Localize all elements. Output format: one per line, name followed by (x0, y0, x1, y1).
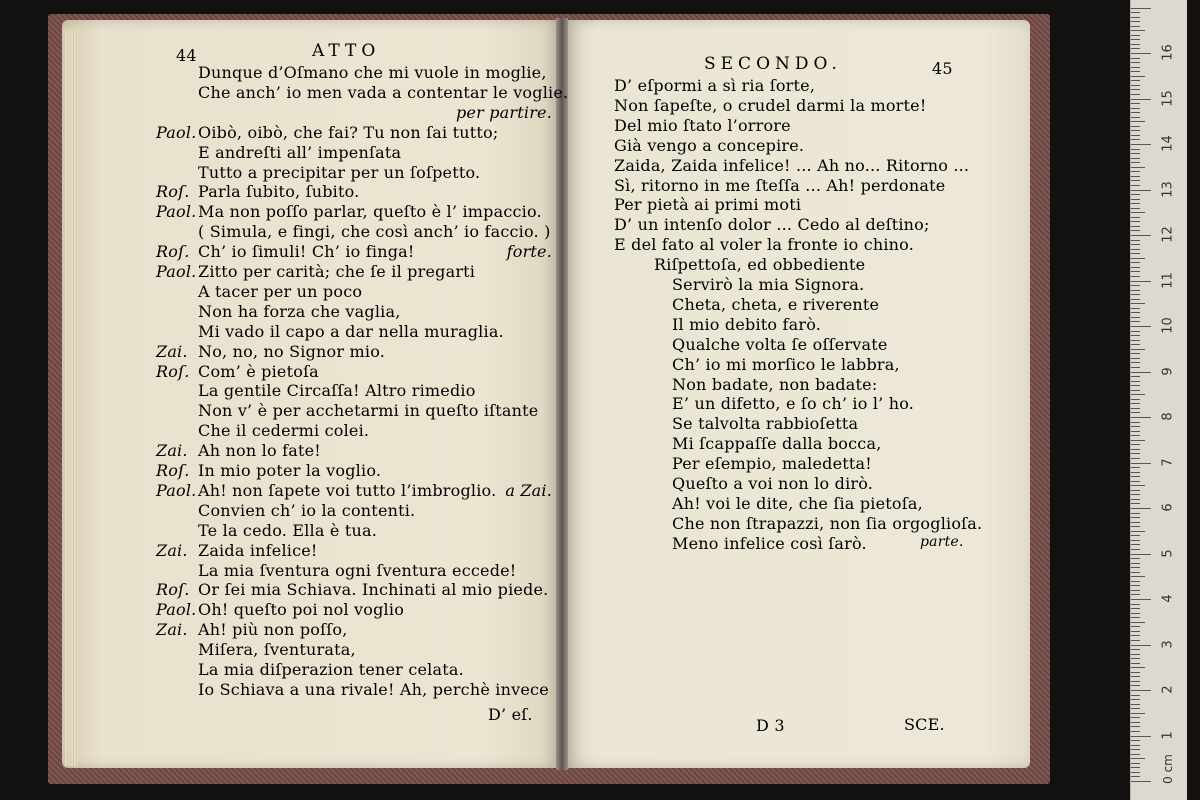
ruler-number: 4 (1160, 594, 1176, 603)
ruler-tick (1131, 344, 1140, 345)
ruler-tick (1131, 303, 1145, 304)
ruler-tick (1131, 503, 1140, 504)
verse-line: Sì, ritorno in me ſteſſa ... Ah! perdonate (614, 175, 946, 195)
ruler-tick (1131, 453, 1140, 454)
ruler-tick (1131, 221, 1140, 222)
ruler-number: 14 (1160, 135, 1176, 152)
ruler-tick (1131, 199, 1140, 200)
ruler-tick (1131, 676, 1140, 677)
ruler-tick (1131, 149, 1140, 150)
ruler-tick (1131, 422, 1140, 423)
verse-line: Com’ è pietoſa (198, 361, 319, 381)
ruler-number: 9 (1160, 366, 1176, 376)
ruler-tick (1131, 290, 1140, 291)
ruler-tick (1131, 449, 1140, 450)
ruler-tick (1131, 8, 1151, 9)
ruler-tick (1131, 180, 1140, 181)
ruler-tick (1131, 349, 1145, 350)
verse-line: Or ſei mia Schiava. Inchinati al mio piede. (198, 580, 549, 600)
ruler-tick (1131, 167, 1145, 168)
ruler-tick (1131, 685, 1140, 686)
verse-line: Ah non lo fate! (198, 441, 321, 461)
ruler-tick (1131, 299, 1140, 300)
verse-line: E andreſti all’ impenſata (198, 142, 402, 162)
measuring-ruler (1130, 0, 1187, 800)
ruler-tick (1131, 58, 1140, 59)
ruler-number: 16 (1160, 44, 1176, 61)
ruler-tick (1131, 367, 1140, 368)
ruler-tick (1131, 331, 1140, 332)
verse-line: Qualche volta ſe oſſervate (672, 334, 888, 354)
ruler-tick (1131, 435, 1140, 436)
ruler-tick (1131, 640, 1140, 641)
ruler-tick (1131, 212, 1145, 213)
ruler-tick (1131, 544, 1140, 545)
ruler-tick (1131, 667, 1145, 668)
verse-line: Oh! queſto poi nol voglio (198, 600, 405, 620)
verse-line: Ah! non ſapete voi tutto l’imbroglio. (198, 480, 497, 500)
ruler-tick (1131, 208, 1140, 209)
ruler-tick (1131, 112, 1140, 113)
ruler-tick (1131, 494, 1140, 495)
ruler-tick (1131, 194, 1140, 195)
ruler-tick (1131, 108, 1140, 109)
ruler-tick (1131, 317, 1140, 318)
ruler-tick (1131, 772, 1140, 773)
ruler-tick (1131, 681, 1140, 682)
ruler-tick (1131, 381, 1140, 382)
ruler-tick (1131, 781, 1151, 782)
verse-line: Per eſempio, maledetta! (672, 454, 872, 474)
verse-line: Ch’ io ſimuli! Ch’ io finga! (198, 242, 415, 262)
ruler-tick (1131, 513, 1140, 514)
ruler-tick (1131, 540, 1140, 541)
ruler-tick (1131, 704, 1140, 705)
ruler-tick (1131, 590, 1140, 591)
verse-line: Mi vado il capo a dar nella muraglia. (198, 321, 504, 341)
ruler-tick (1131, 567, 1140, 568)
verse-line: La gentile Circaſſa! Altro rimedio (198, 381, 476, 401)
ruler-number: 5 (1160, 548, 1176, 558)
signature-mark: D 3 (756, 716, 785, 735)
ruler-tick (1131, 481, 1140, 482)
verse-line: Ah! più non poſſo, (198, 620, 348, 640)
verse-line: E’ un difetto, e ſo ch’ io l’ ho. (672, 394, 915, 414)
ruler-tick (1131, 399, 1140, 400)
ruler-tick (1131, 103, 1140, 104)
ruler-tick (1131, 353, 1140, 354)
ruler-tick (1131, 499, 1140, 500)
ruler-tick (1131, 531, 1145, 532)
ruler-tick (1131, 80, 1140, 81)
ruler-tick (1131, 617, 1140, 618)
ruler-tick (1131, 253, 1140, 254)
ruler-tick (1131, 44, 1140, 45)
verse-line: La mia ſventura ogni ſventura eccede! (198, 560, 517, 580)
ruler-tick (1131, 362, 1140, 363)
left-page-number: 44 (176, 46, 197, 65)
ruler-tick (1131, 522, 1140, 523)
ruler-tick (1131, 153, 1140, 154)
ruler-tick (1131, 53, 1151, 54)
ruler-tick (1131, 554, 1151, 555)
verse-line: Cheta, cheta, e riverente (672, 294, 880, 314)
ruler-tick (1131, 267, 1140, 268)
ruler-tick (1131, 294, 1140, 295)
ruler-tick (1131, 67, 1140, 68)
ruler-tick (1131, 572, 1140, 573)
verse-line: Che anch’ io men vada a contentar le voglie. (198, 82, 569, 102)
ruler-tick (1131, 663, 1140, 664)
ruler-tick (1131, 476, 1140, 477)
ruler-tick (1131, 722, 1140, 723)
verse-line: Miſera, ſventurata, (198, 640, 356, 660)
right-running-head: SECONDO. (704, 54, 842, 74)
ruler-tick (1131, 563, 1140, 564)
ruler-tick (1131, 71, 1140, 72)
ruler-tick (1131, 408, 1140, 409)
ruler-tick (1131, 62, 1140, 63)
ruler-tick (1131, 645, 1151, 646)
speaker-name: Zai. (156, 341, 188, 361)
stage-direction: forte. (506, 242, 552, 262)
ruler-tick (1131, 321, 1140, 322)
ruler-tick (1131, 776, 1140, 777)
ruler-tick (1131, 758, 1145, 759)
ruler-number: 10 (1160, 317, 1176, 334)
ruler-tick (1131, 585, 1140, 586)
ruler-number: 12 (1160, 226, 1176, 243)
speaker-name: Roſ. (156, 242, 190, 262)
ruler-tick (1131, 649, 1140, 650)
ruler-tick (1131, 526, 1140, 527)
speaker-name: Paol. (156, 480, 197, 500)
ruler-tick (1131, 749, 1140, 750)
verse-line: No, no, no Signor mio. (198, 341, 386, 361)
ruler-tick (1131, 431, 1140, 432)
ruler-tick (1131, 412, 1140, 413)
verse-line: Che non ſtrapazzi, non ſia orgoglioſa. (672, 513, 983, 533)
ruler-tick (1131, 604, 1140, 605)
ruler-number: 3 (1160, 639, 1176, 649)
ruler-tick (1131, 394, 1145, 395)
verse-line: Queſto a voi non lo dirò. (672, 474, 874, 493)
verse-line: Ah! voi le dite, che ſia pietoſa, (672, 493, 923, 513)
ruler-tick (1131, 385, 1140, 386)
ruler-tick (1131, 158, 1140, 159)
verse-line: Zaida infelice! (198, 540, 318, 560)
speaker-name: Roſ. (156, 580, 190, 600)
right-catchword: SCE. (904, 715, 945, 734)
verse-line: In mio poter la voglio. (198, 461, 382, 480)
book-gutter (556, 18, 568, 770)
speaker-name: Paol. (156, 262, 197, 281)
stage-direction: per partire. (455, 102, 552, 122)
right-page-number: 45 (932, 59, 953, 78)
ruler-tick (1131, 390, 1140, 391)
ruler-tick (1131, 30, 1145, 31)
verse-line: Del mio ſtato l’orrore (614, 115, 791, 135)
ruler-tick (1131, 171, 1140, 172)
ruler-tick (1131, 581, 1140, 582)
ruler-tick (1131, 754, 1140, 755)
ruler-tick (1131, 631, 1140, 632)
ruler-tick (1131, 463, 1151, 464)
ruler-tick (1131, 699, 1140, 700)
ruler-tick (1131, 21, 1140, 22)
ruler-tick (1131, 185, 1140, 186)
ruler-tick (1131, 695, 1140, 696)
verse-line: Convien ch’ io la contenti. (198, 500, 416, 520)
ruler-tick (1131, 549, 1140, 550)
verse-line: ( Simula, e fingi, che così anch’ io faccio. ) (198, 222, 551, 242)
verse-line: Non ſapeſte, o crudel darmi la morte! (614, 95, 927, 115)
speaker-name: Roſ. (156, 361, 190, 381)
verse-line: Se talvolta rabbioſetta (672, 414, 859, 434)
ruler-tick (1131, 17, 1140, 18)
ruler-tick (1131, 139, 1140, 140)
ruler-tick (1131, 654, 1140, 655)
ruler-tick (1131, 508, 1151, 509)
ruler-tick (1131, 258, 1145, 259)
ruler-number: 1 (1160, 730, 1176, 740)
speaker-name: Zai. (156, 540, 188, 560)
ruler-tick (1131, 635, 1140, 636)
ruler-tick (1131, 262, 1140, 263)
left-running-head: ATTO (312, 41, 381, 61)
ruler-tick (1131, 613, 1140, 614)
ruler-number: 2 (1160, 685, 1176, 694)
ruler-tick (1131, 190, 1151, 191)
ruler-tick (1131, 745, 1140, 746)
ruler-tick (1131, 622, 1145, 623)
ruler-tick (1131, 490, 1140, 491)
ruler-number: 7 (1160, 457, 1176, 467)
verse-line: Ma non poſſo parlar, queſto è l’ impaccio. (198, 202, 542, 222)
verse-line: Tutto a precipitar per un ſoſpetto. (198, 162, 481, 182)
ruler-tick (1131, 276, 1140, 277)
ruler-tick (1131, 767, 1140, 768)
ruler-tick (1131, 162, 1140, 163)
ruler-tick (1131, 458, 1140, 459)
ruler-tick (1131, 736, 1151, 737)
ruler-tick (1131, 135, 1140, 136)
ruler-tick (1131, 48, 1140, 49)
ruler-tick (1131, 308, 1140, 309)
stage-direction: parte. (920, 533, 964, 550)
speaker-name: Paol. (156, 122, 197, 142)
ruler-tick (1131, 440, 1145, 441)
ruler-number: 6 (1160, 503, 1176, 512)
verse-line: E del fato al voler la fronte io chino. (614, 235, 915, 255)
ruler-tick (1131, 230, 1140, 231)
ruler-tick (1131, 85, 1140, 86)
verse-line: Il mio debito farò. (672, 314, 822, 334)
verse-line: Per pietà ai primi moti (614, 195, 802, 215)
ruler-tick (1131, 717, 1140, 718)
ruler-tick (1131, 417, 1151, 418)
verse-line: La mia diſperazion tener celata. (198, 660, 464, 679)
ruler-tick (1131, 713, 1145, 714)
verse-line: Non ha forza che vaglia, (198, 301, 401, 321)
ruler-tick (1131, 176, 1140, 177)
verse-line: D’ un intenſo dolor ... Cedo al deſtino; (614, 215, 930, 235)
verse-line: Riſpettoſa, ed obbediente (654, 255, 866, 275)
left-catchword: D’ eſ. (488, 705, 533, 724)
ruler-tick (1131, 94, 1140, 95)
ruler-tick (1131, 271, 1140, 272)
speaker-name: Roſ. (156, 461, 190, 480)
ruler-tick (1131, 117, 1140, 118)
ruler-tick (1131, 217, 1140, 218)
ruler-unit-label: 0 cm (1161, 754, 1175, 784)
verse-line: Ch’ io mi morſico le labbra, (672, 354, 900, 374)
ruler-tick (1131, 517, 1140, 518)
ruler-number: 11 (1160, 271, 1176, 289)
speaker-name: Zai. (156, 620, 188, 640)
ruler-tick (1131, 372, 1151, 373)
ruler-tick (1131, 281, 1151, 282)
ruler-tick (1131, 472, 1140, 473)
ruler-tick (1131, 594, 1140, 595)
ruler-tick (1131, 690, 1151, 691)
verse-line: Parla ſubito, ſubito. (198, 182, 360, 202)
ruler-tick (1131, 340, 1140, 341)
ruler-tick (1131, 658, 1140, 659)
ruler-tick (1131, 485, 1145, 486)
ruler-tick (1131, 467, 1140, 468)
ruler-tick (1131, 558, 1140, 559)
verse-line: Meno infelice così ſarò. (672, 533, 867, 553)
ruler-tick (1131, 99, 1151, 100)
stage-direction: a Zai. (505, 480, 552, 500)
ruler-tick (1131, 126, 1140, 127)
ruler-tick (1131, 249, 1140, 250)
speaker-name: Roſ. (156, 182, 190, 202)
ruler-tick (1131, 444, 1140, 445)
ruler-tick (1131, 244, 1140, 245)
ruler-tick (1131, 403, 1140, 404)
ruler-tick (1131, 358, 1140, 359)
ruler-tick (1131, 312, 1140, 313)
verse-line: D’ eſpormi a sì ria ſorte, (614, 76, 816, 95)
ruler-tick (1131, 335, 1140, 336)
verse-line: Oibò, oibò, che fai? Tu non ſai tutto; (198, 122, 499, 142)
ruler-tick (1131, 599, 1151, 600)
verse-line: Che il cedermi colei. (198, 421, 370, 441)
ruler-tick (1131, 376, 1140, 377)
verse-line: Dunque d’Oſmano che mi vuole in moglie, (198, 63, 547, 82)
verse-line: Zitto per carità; che ſe il pregarti (198, 262, 476, 281)
ruler-tick (1131, 672, 1140, 673)
ruler-tick (1131, 203, 1140, 204)
ruler-tick (1131, 144, 1151, 145)
verse-line: Servirò la mia Signora. (672, 275, 865, 294)
ruler-tick (1131, 35, 1140, 36)
ruler-tick (1131, 240, 1140, 241)
ruler-tick (1131, 576, 1145, 577)
verse-line: Non badate, non badate: (672, 374, 878, 394)
ruler-tick (1131, 731, 1140, 732)
ruler-tick (1131, 608, 1140, 609)
ruler-tick (1131, 235, 1151, 236)
speaker-name: Paol. (156, 202, 197, 222)
ruler-tick (1131, 89, 1140, 90)
ruler-tick (1131, 39, 1140, 40)
verse-line: A tacer per un poco (198, 281, 363, 301)
verse-line: Mi ſcappaſſe dalla bocca, (672, 434, 882, 454)
verse-line: Già vengo a concepire. (614, 135, 805, 155)
ruler-tick (1131, 426, 1140, 427)
ruler-tick (1131, 708, 1140, 709)
ruler-tick (1131, 76, 1145, 77)
ruler-tick (1131, 130, 1140, 131)
ruler-number: 8 (1160, 412, 1176, 421)
speaker-name: Paol. (156, 600, 197, 620)
ruler-tick (1131, 763, 1140, 764)
verse-line: Non v’ è per acchetarmi in queſto iſtante (198, 401, 539, 421)
ruler-tick (1131, 12, 1140, 13)
ruler-tick (1131, 26, 1140, 27)
ruler-tick (1131, 535, 1140, 536)
ruler-tick (1131, 226, 1140, 227)
ruler-tick (1131, 121, 1145, 122)
ruler-tick (1131, 726, 1140, 727)
ruler-tick (1131, 285, 1140, 286)
speaker-name: Zai. (156, 441, 188, 461)
verse-line: Io Schiava a una rivale! Ah, perchè invece (198, 679, 549, 699)
verse-line: Zaida, Zaida infelice! ... Ah no... Ritorno ... (614, 155, 970, 175)
ruler-number: 15 (1160, 89, 1176, 107)
ruler-tick (1131, 626, 1140, 627)
ruler-tick (1131, 326, 1151, 327)
ruler-tick (1131, 740, 1140, 741)
page-edges (64, 30, 78, 766)
verse-line: Te la cedo. Ella è tua. (198, 520, 377, 540)
ruler-number: 13 (1160, 180, 1176, 198)
